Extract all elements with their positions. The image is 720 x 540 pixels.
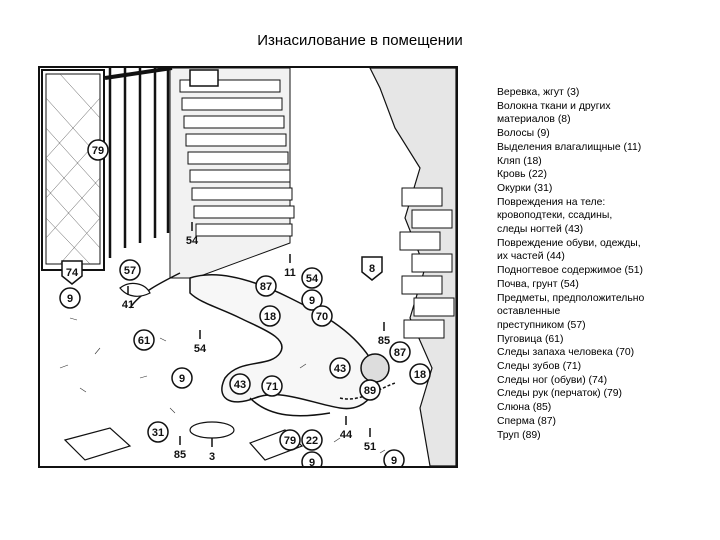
evidence-marker-label: 41 (121, 299, 135, 311)
evidence-marker-label: 79 (283, 435, 297, 447)
evidence-marker-label: 8 (368, 263, 376, 275)
evidence-marker (330, 358, 350, 378)
evidence-marker (194, 330, 207, 355)
evidence-marker-label: 87 (259, 281, 273, 293)
evidence-marker (340, 416, 353, 441)
legend-line: Кляп (18) (497, 155, 542, 167)
evidence-marker (88, 140, 108, 160)
evidence-marker (262, 376, 282, 396)
evidence-marker-label: 87 (393, 347, 407, 359)
evidence-marker (362, 257, 382, 280)
evidence-marker-label: 18 (413, 369, 427, 381)
evidence-marker-label: 70 (315, 311, 329, 323)
evidence-marker (312, 306, 332, 326)
crime-scene-illustration (38, 66, 458, 468)
evidence-marker (280, 430, 300, 450)
legend-line: Труп (89) (497, 429, 541, 441)
evidence-marker-label: 85 (173, 449, 187, 461)
evidence-marker (148, 422, 168, 442)
evidence-marker-label: 11 (284, 267, 296, 279)
evidence-marker-label: 61 (137, 335, 151, 347)
evidence-marker-label: 71 (265, 381, 279, 393)
evidence-marker (302, 452, 322, 466)
evidence-marker-label: 85 (377, 335, 391, 347)
evidence-marker (60, 288, 80, 308)
evidence-marker (230, 374, 250, 394)
legend-line: следы ногтей (43) (497, 224, 584, 236)
evidence-marker-label: 43 (333, 363, 347, 375)
evidence-marker-label: 54 (185, 235, 199, 247)
evidence-marker-label: 9 (390, 455, 398, 466)
evidence-marker (360, 380, 380, 400)
evidence-marker (62, 261, 82, 284)
evidence-marker-label: 79 (91, 145, 105, 157)
evidence-marker-label: 3 (208, 451, 216, 463)
evidence-marker-label: 54 (193, 343, 207, 355)
evidence-marker (410, 364, 430, 384)
evidence-marker-label: 22 (305, 435, 319, 447)
legend-line: Пуговица (61) (497, 333, 564, 345)
legend-line: Выделения влагалищные (11) (497, 141, 642, 153)
evidence-marker-label: 43 (233, 379, 247, 391)
evidence-marker (174, 436, 186, 461)
evidence-marker-label: 31 (151, 427, 165, 439)
legend-line: Следы зубов (71) (497, 361, 582, 373)
evidence-marker-label: 44 (339, 429, 353, 441)
evidence-marker-label: 57 (123, 265, 137, 277)
evidence-marker-label: 9 (308, 295, 316, 307)
evidence-marker-label: 54 (305, 273, 319, 285)
evidence-marker (260, 306, 280, 326)
evidence-marker (364, 428, 376, 453)
evidence-marker (284, 254, 296, 279)
evidence-marker (256, 276, 276, 296)
evidence-marker-label: 9 (308, 457, 316, 466)
broken-wall (370, 68, 456, 466)
legend-line: преступником (57) (497, 319, 586, 331)
evidence-marker-label: 89 (363, 385, 377, 397)
evidence-marker (209, 438, 215, 463)
evidence-marker (172, 368, 192, 388)
staircase (105, 68, 294, 278)
legend-line: их частей (44) (497, 251, 565, 263)
legend-line: Веревка, жгут (3) (497, 87, 580, 98)
legend-line: Кровь (22) (497, 169, 547, 181)
evidence-marker-label: 9 (178, 373, 186, 385)
legend-line: Следы ног (обуви) (74) (497, 374, 608, 386)
evidence-marker (120, 260, 140, 280)
doorway (42, 70, 104, 270)
legend-line: Сперма (87) (497, 415, 556, 427)
evidence-marker (302, 430, 322, 450)
evidence-marker-label: 51 (363, 441, 377, 453)
evidence-marker (390, 342, 410, 362)
page-title: Изнасилование в помещении (257, 32, 463, 49)
crime-scene-drawing (40, 68, 456, 466)
legend-line: Подногтевое содержимое (51) (497, 265, 643, 277)
legend-line: Следы запаха человека (70) (497, 347, 635, 359)
evidence-marker (134, 330, 154, 350)
legend-line: кровоподтеки, ссадины, (497, 210, 613, 222)
evidence-marker (384, 450, 404, 466)
legend-line: Окурки (31) (497, 182, 553, 194)
legend-line: Волокна ткани и других (497, 100, 611, 112)
legend-line: Предметы, предположительно (497, 292, 645, 304)
evidence-marker (378, 322, 390, 347)
legend-line: Почва, грунт (54) (497, 278, 579, 290)
legend-line: Повреждения на теле: (497, 196, 606, 208)
evidence-marker (302, 268, 322, 288)
legend-line: материалов (8) (497, 114, 571, 126)
legend-line: Повреждение обуви, одежды, (497, 237, 641, 249)
legend-line: Следы рук (перчаток) (79) (497, 388, 622, 400)
legend-line: оставленные (497, 306, 561, 318)
evidence-legend (497, 86, 712, 442)
legend-line: Слюна (85) (497, 402, 552, 414)
legend-line: Волосы (9) (497, 128, 550, 140)
evidence-marker-label: 74 (65, 267, 79, 279)
evidence-marker-label: 9 (66, 293, 74, 305)
evidence-marker-label: 18 (263, 311, 277, 323)
